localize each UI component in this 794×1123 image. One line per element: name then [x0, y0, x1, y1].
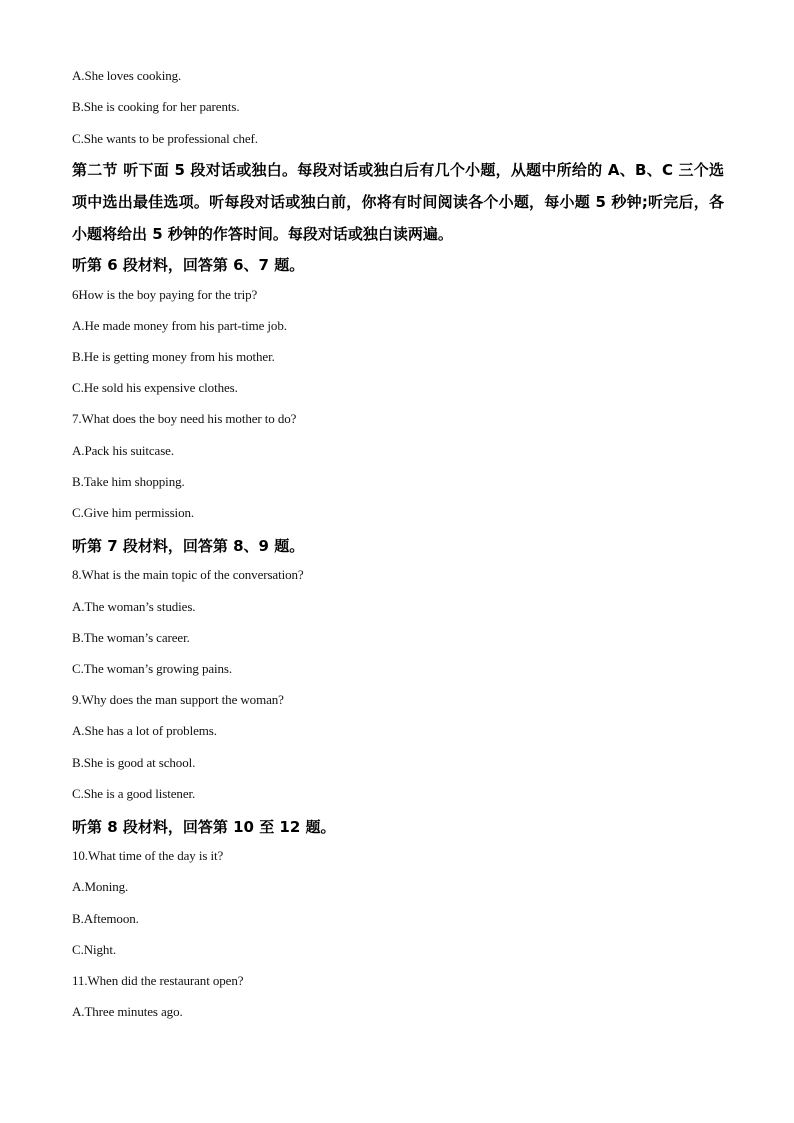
q6-option-b: B.He is getting money from his mother. [72, 349, 275, 364]
q6-option-c: C.He sold his expensive clothes. [72, 380, 238, 395]
q8-option-b: B.The woman’s career. [72, 630, 190, 645]
q10-option-b: B.Aftemoon. [72, 911, 139, 926]
q7-option-b: B.Take him shopping. [72, 474, 185, 489]
question-6: 6How is the boy paying for the trip? [72, 287, 258, 302]
material-6-heading: 听第 6 段材料，回答第 6、7 题。 [72, 256, 305, 274]
question-10: 10.What time of the day is it? [72, 848, 224, 863]
question-9: 9.Why does the man support the woman? [72, 692, 284, 707]
q5-option-a: A.She loves cooking. [72, 68, 182, 83]
question-11: 11.When did the restaurant open? [72, 973, 244, 988]
material-8-heading: 听第 8 段材料，回答第 10 至 12 题。 [72, 818, 336, 836]
q9-option-b: B.She is good at school. [72, 755, 196, 770]
section-two-instructions: 第二节 听下面 5 段对话或独白。每段对话或独白后有几个小题，从题中所给的 A、B、C 三个选项中选出最佳选项。听每段对话或独白前，你将有时间阅读各个小题，每小题 5 秒钟;听完后，各小题将给出 5 秒钟的作答时间。每段对话或独白读两遍。 [72, 161, 724, 243]
q5-option-c: C.She wants to be professional chef. [72, 131, 258, 146]
q10-option-a: A.Moning. [72, 879, 129, 894]
question-7: 7.What does the boy need his mother to do? [72, 411, 297, 426]
q9-option-a: A.She has a lot of problems. [72, 723, 217, 738]
material-7-heading: 听第 7 段材料，回答第 8、9 题。 [72, 537, 305, 555]
q9-option-c: C.She is a good listener. [72, 786, 196, 801]
q8-option-c: C.The woman’s growing pains. [72, 661, 233, 676]
q5-option-b: B.She is cooking for her parents. [72, 99, 240, 114]
q7-option-c: C.Give him permission. [72, 505, 195, 520]
question-8: 8.What is the main topic of the conversation? [72, 567, 304, 582]
q10-option-c: C.Night. [72, 942, 116, 957]
q11-option-a: A.Three minutes ago. [72, 1004, 183, 1019]
q6-option-a: A.He made money from his part-time job. [72, 318, 287, 333]
q8-option-a: A.The woman’s studies. [72, 599, 196, 614]
q7-option-a: A.Pack his suitcase. [72, 443, 174, 458]
